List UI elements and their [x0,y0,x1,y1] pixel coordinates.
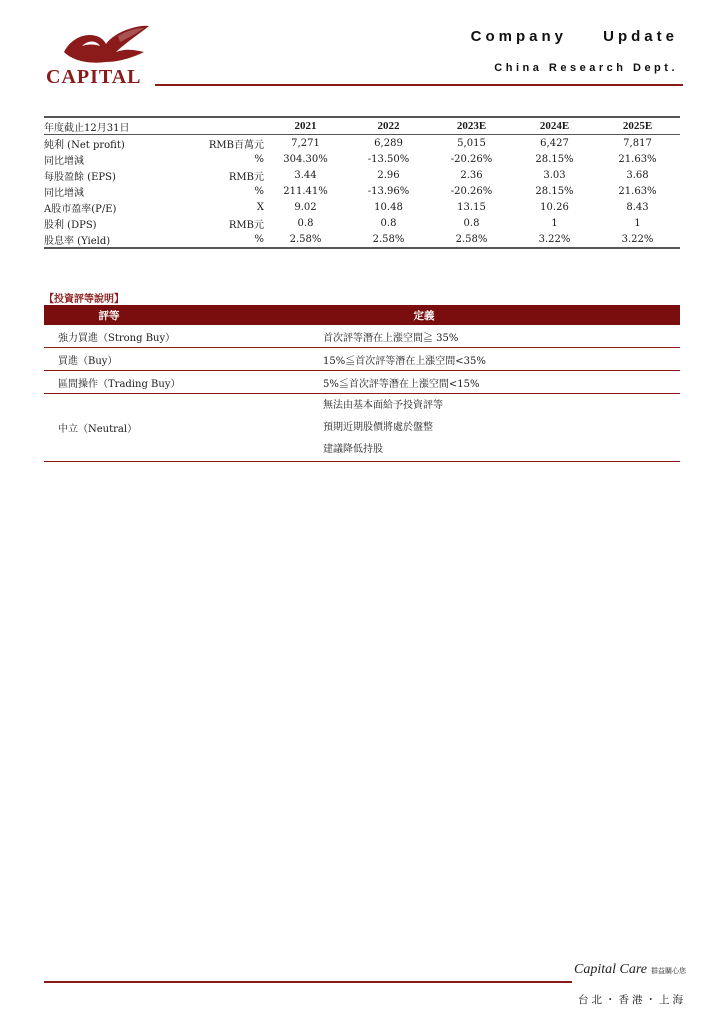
table-cell: 211.41% [283,185,328,197]
table-row [44,215,680,231]
rating-header-rating: 評等 [98,309,120,322]
row-unit: RMB元 [228,171,264,183]
footer-cities: 台北・香港・上海 [578,994,686,1006]
table-row [44,199,680,215]
table-cell: 3.44 [294,169,317,181]
financial-summary-table [44,116,680,249]
table-cell: 10.48 [374,201,403,213]
table-cell: -20.26% [450,153,493,165]
table-cell: -20.26% [450,185,493,197]
table-cell: 2.36 [460,169,483,181]
table-row [44,167,680,183]
row-unit: % [254,233,264,245]
table-cell: 6,427 [540,137,569,149]
header-rule [155,84,683,86]
rating-table-header [44,305,680,325]
row-unit: RMB元 [228,219,264,231]
table-cell: 2.58% [455,233,488,245]
table-cell: 6,289 [374,137,403,149]
table-header-row [44,118,680,135]
page-title: Company Update [470,28,678,45]
table-cell: 3.22% [538,233,571,245]
table-cell: 2.58% [289,233,322,245]
row-label: 每股盈餘 (EPS) [44,171,116,183]
table-cell: 0.8 [380,217,397,229]
table-cell: 28.15% [535,185,574,197]
table-cell: 1 [634,217,641,229]
table-cell: 21.63% [618,185,657,197]
column-header-2024e: 2024E [539,120,570,132]
row-unit: X [256,201,264,213]
table-cell: 2.58% [372,233,405,245]
table-cell: 7,817 [623,137,652,149]
table-cell: 5,015 [457,137,486,149]
table-cell: -13.50% [367,153,410,165]
table-cell: 2.96 [377,169,400,181]
rating-definition: 首次評等潛在上漲空間≧ 35% [323,332,459,344]
table-cell: 1 [551,217,558,229]
table-cell: 0.8 [463,217,480,229]
logo-text: CAPITAL [46,66,142,88]
table-row [44,151,680,167]
rating-section-title: 【投資評等說明】 [44,294,124,305]
row-label: 股息率 (Yield) [44,235,111,247]
rating-definition [323,395,680,461]
table-row [44,183,680,199]
rating-definition-line: 無法由基本面給予投資評等 [323,399,443,411]
row-label: 同比增減 [44,155,84,167]
row-label: 純利 (Net profit) [44,139,125,151]
row-unit: % [254,185,264,197]
column-header-fiscal-year: 年度截止12月31日 [44,122,130,134]
table-cell: 3.03 [543,169,566,181]
rating-label: 中立（Neutral） [58,424,138,435]
rating-definition-line: 建議降低持股 [323,443,383,455]
page-subtitle: China Research Dept. [494,62,678,74]
rating-label: 買進（Buy） [58,355,118,367]
rating-definition-line: 預期近期股價將處於盤整 [323,421,433,433]
table-cell: 9.02 [294,201,317,213]
table-cell: 304.30% [283,153,328,165]
rating-definition: 5%≦首次評等潛在上漲空間<15% [323,378,480,390]
row-label: 同比增減 [44,187,84,199]
rating-definition-table [44,305,680,462]
rating-label: 強力買進（Strong Buy） [58,332,176,344]
table-cell: 13.15 [457,201,486,213]
table-cell: 0.8 [297,217,314,229]
row-unit: % [254,153,264,165]
table-cell: 3.68 [626,169,649,181]
table-cell: 21.63% [618,153,657,165]
column-header-2023e: 2023E [456,120,487,132]
column-header-2021: 2021 [294,120,317,132]
footer-brand-name: Capital Care [574,962,647,977]
rating-row [44,371,680,394]
table-row [44,231,680,247]
table-cell: 28.15% [535,153,574,165]
rating-row [44,325,680,348]
table-cell: 3.22% [621,233,654,245]
row-label: A股市盈率(P/E) [44,203,117,215]
rating-label: 區間操作（Trading Buy） [58,378,181,390]
column-header-2022: 2022 [377,120,400,132]
rating-header-definition: 定義 [413,309,435,322]
footer-rule [44,981,572,983]
rating-row [44,348,680,371]
row-label: 股利 (DPS) [44,219,97,231]
table-bottom-rule [44,247,680,249]
footer-brand [574,962,686,978]
table-cell: 7,271 [291,137,320,149]
table-row [44,135,680,151]
row-unit: RMB百萬元 [208,139,264,151]
table-cell: 8.43 [626,201,649,213]
table-cell: -13.96% [367,185,410,197]
rating-definition: 15%≦首次評等潛在上漲空間<35% [323,355,486,367]
table-cell: 10.26 [540,201,569,213]
rating-row [44,394,680,462]
column-header-2025e: 2025E [622,120,653,132]
footer-brand-tagline: 群益關心您 [651,967,686,975]
